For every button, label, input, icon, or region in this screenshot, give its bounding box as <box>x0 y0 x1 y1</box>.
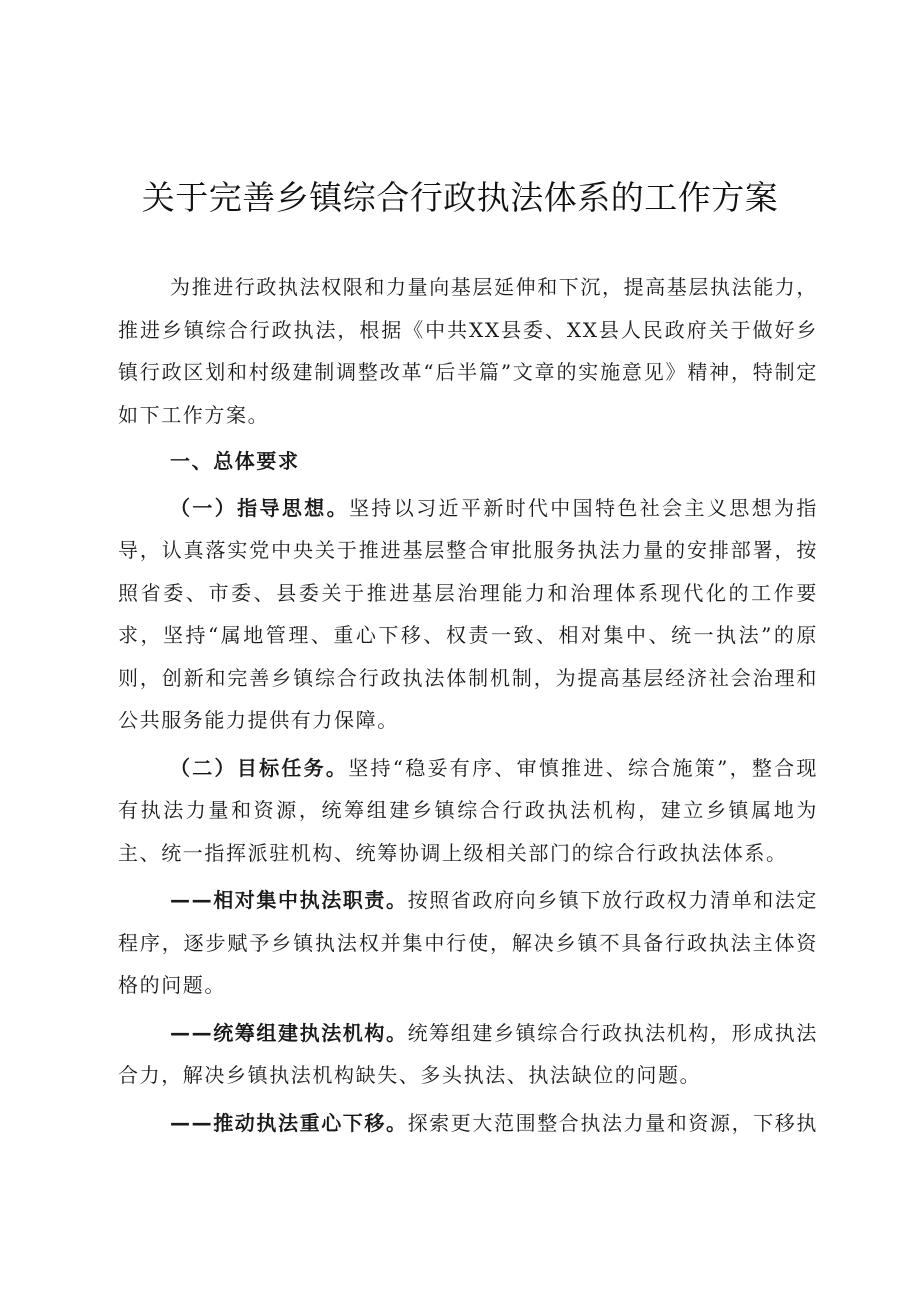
task-build-agency <box>118 1012 818 1097</box>
document-title: 关于完善乡镇综合行政执法体系的工作方案 <box>141 178 779 217</box>
task-centralize-duties-lead: ——相对集中执法职责。 <box>170 888 408 912</box>
intro-paragraph: 为推进行政执法权限和力量向基层延伸和下沉，提高基层执法能力，推进乡镇综合行政执法，根据《中共XX县委、XX县人民政府关于做好乡镇行政区划和村级建制调整改革“后半篇”文章的实施意见》精神，特制定如下工作方案。 <box>118 275 818 427</box>
document-body <box>118 266 818 1144</box>
guiding-thought-text: 坚持以习近平新时代中国特色社会主义思想为指导，认真落实党中央关于推进基层整合审批服务执法力量的安排部署，按照省委、市委、县委关于推进基层治理能力和治理体系现代化的工作要求，坚持“属地管理、重心下移、权责一致、相对集中、统一执法”的原则，创新和完善乡镇综合行政执法体制机制，为提高基层经济社会治理和公共服务能力提供有力保障。 <box>118 495 818 732</box>
task-shift-focus <box>118 1102 818 1145</box>
target-tasks-lead: （二）目标任务。 <box>170 755 349 780</box>
section-heading-general-requirements: 一、总体要求 <box>170 449 300 473</box>
task-build-agency-lead: ——统筹组建执法机构。 <box>170 1020 408 1045</box>
task-shift-focus-text: 探索更大范围整合执法力量和资源，下移执 <box>407 1110 819 1135</box>
target-tasks-text: 坚持“稳妥有序、审慎推进、综合施策”，整合现有执法力量和资源，统筹组建乡镇综合行政执法机构，建立乡镇属地为主、统一指挥派驻机构、统筹协调上级相关部门的综合行政执法体系。 <box>118 755 818 865</box>
task-centralize-duties-text: 按照省政府向乡镇下放行政权力清单和法定程序，逐步赋予乡镇执法权并集中行使，解决乡镇不具备行政执法主体资格的问题。 <box>118 888 819 997</box>
task-build-agency-text: 统筹组建乡镇综合行政执法机构，形成执法合力，解决乡镇执法机构缺失、多头执法、执法缺位的问题。 <box>118 1020 819 1087</box>
task-shift-focus-lead: ——推动执法重心下移。 <box>170 1110 408 1135</box>
target-tasks-paragraph <box>118 747 818 875</box>
guiding-thought-paragraph <box>118 487 818 742</box>
task-centralize-duties <box>118 879 818 1007</box>
guiding-thought-lead: （一）指导思想。 <box>170 495 349 520</box>
